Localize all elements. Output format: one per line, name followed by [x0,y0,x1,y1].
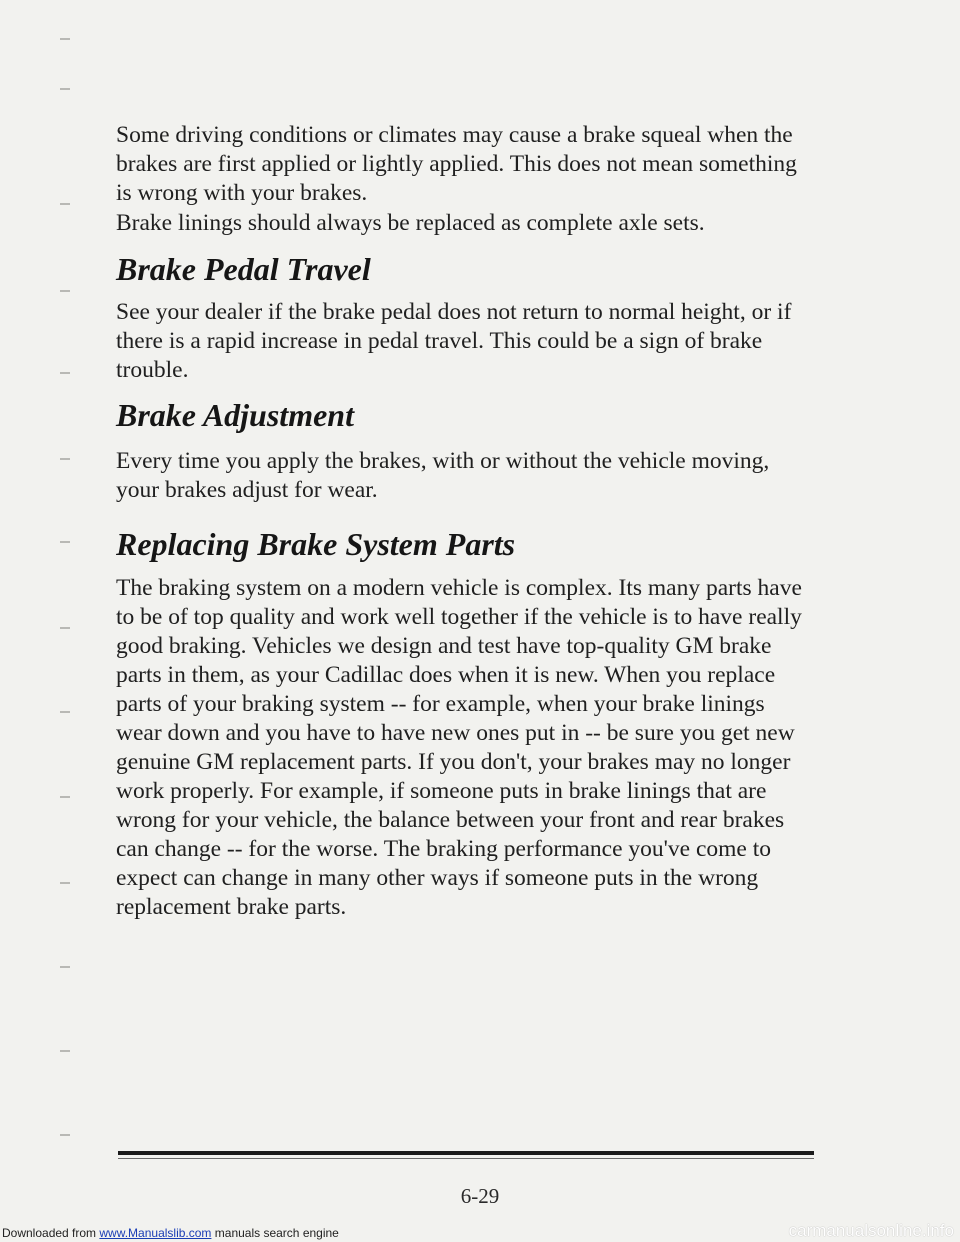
margin-tick [60,88,70,90]
margin-tick [60,203,70,205]
heading-brake-adjustment: Brake Adjustment [116,397,354,433]
heading-replacing-brake-parts: Replacing Brake System Parts [116,526,516,562]
paragraph-brake-squeal: Some driving conditions or climates may cause a brake squeal when the brakes are first applied or lightly applied. This does not mean something is wrong with your brakes. [116,122,797,206]
footer-rule [118,1151,814,1155]
heading-brake-pedal-travel: Brake Pedal Travel [116,251,371,287]
margin-tick [60,627,70,629]
paragraph-brake-pedal-travel: See your dealer if the brake pedal does not return to normal height, or if there is a rapid increase in pedal travel. This could be a sign of brake trouble. [116,299,792,383]
watermark-suffix: manuals search engine [211,1226,339,1240]
margin-tick [60,1134,70,1136]
margin-tick [60,458,70,460]
paragraph-replacing-brake-parts: The braking system on a modern vehicle is complex. Its many parts have to be of top quality and work well together if the vehicle is to have really good braking. Vehicles we design and test have top-quality GM brake parts in them, as your Cadillac does when it is new. When you replace parts of your braking system -- for example, when your brake linings wear down and you have to have new ones put in -- be sure you get new genuine GM replacement parts. If you don't, your brakes may no longer work properly. For example, if someone puts in brake linings that are wrong for your vehicle, the balance between your front and rear brakes can change -- for the worse. The braking performance you've come to expect can change in many other ways if someone puts in the wrong replacement brake parts. [116,575,802,920]
manualslib-link[interactable]: www.Manualslib.com [99,1226,212,1240]
download-watermark [2,1226,339,1240]
margin-tick [60,290,70,292]
watermark-prefix: Downloaded from [2,1226,100,1240]
site-watermark: carmanualsonline.info [788,1221,954,1240]
footer-rule-thin [118,1158,814,1159]
margin-tick [60,711,70,713]
margin-tick [60,38,70,40]
margin-tick [60,1050,70,1052]
page-number: 6-29 [460,1184,500,1208]
margin-tick [60,882,70,884]
margin-tick [60,966,70,968]
paragraph-brake-adjustment: Every time you apply the brakes, with or without the vehicle moving, your brakes adjust for wear. [116,448,770,503]
margin-tick [60,796,70,798]
paragraph-brake-linings: Brake linings should always be replaced as complete axle sets. [116,210,705,236]
margin-tick [60,372,70,374]
margin-tick [60,541,70,543]
